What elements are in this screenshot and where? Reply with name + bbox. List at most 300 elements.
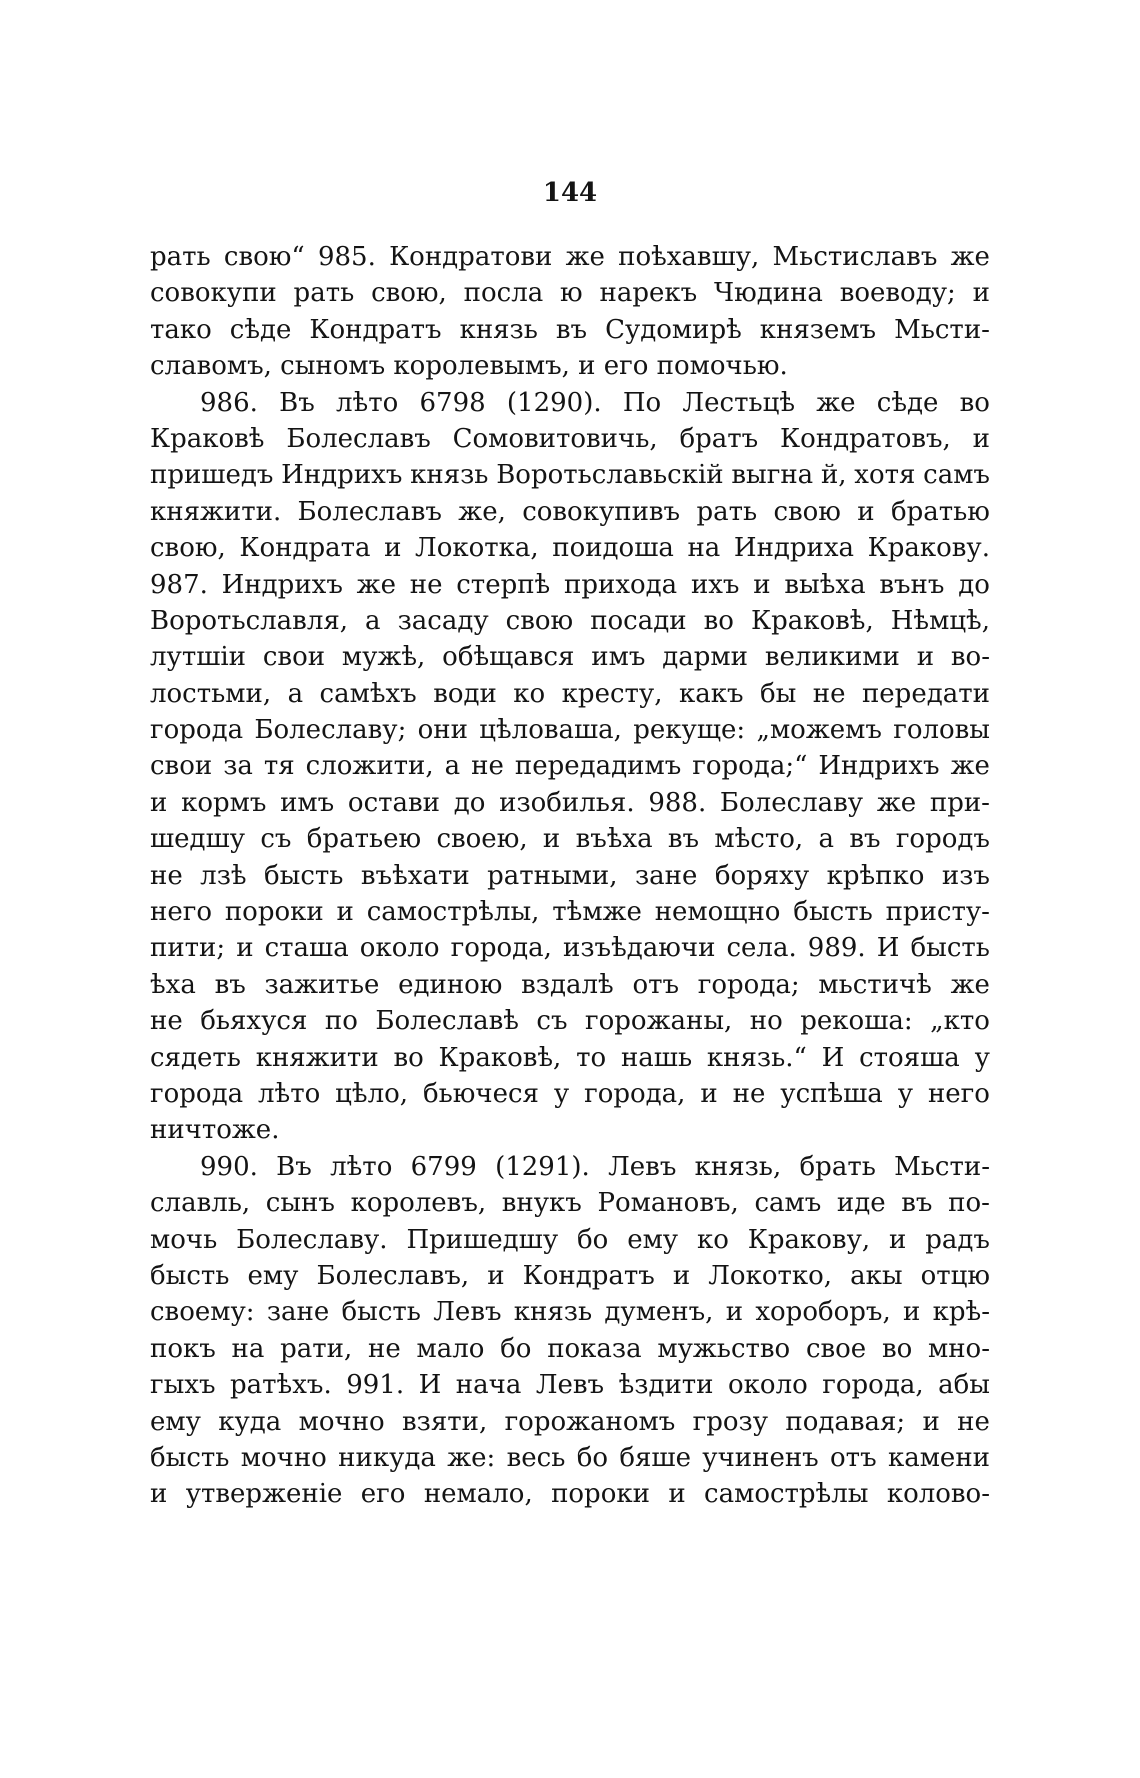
text-word: зане: [634, 860, 698, 891]
text-line: [150, 1367, 990, 1403]
text-word: Пришедшу: [406, 1224, 559, 1255]
text-word: мьстичѣ: [818, 969, 932, 1000]
text-word: Индрихъ: [281, 460, 403, 491]
text-word: и: [922, 1406, 940, 1437]
text-word: него: [927, 1078, 990, 1109]
text-word: города,: [450, 933, 552, 964]
text-word: же: [950, 751, 990, 782]
text-word: Левъ: [535, 1370, 605, 1401]
text-word: мужѣ,: [341, 642, 426, 673]
text-word: они: [417, 715, 468, 746]
text-word: зажитье: [264, 969, 380, 1000]
text-word: выгна: [731, 460, 814, 491]
text-word: не: [957, 1406, 990, 1437]
text-word: лостьми,: [150, 678, 272, 709]
text-word: Сомовитовичь,: [452, 423, 658, 454]
text-word: поидоша: [552, 533, 674, 564]
text-line: [150, 530, 990, 566]
text-word: пороки: [551, 1479, 650, 1510]
text-word: въ: [901, 1188, 933, 1219]
text-word: нача: [455, 1370, 522, 1401]
text-word: „можемъ: [756, 715, 882, 746]
text-line: [150, 239, 990, 275]
text-word: не: [732, 1078, 766, 1109]
text-line: [150, 421, 990, 457]
text-word: Болеславъ: [286, 423, 431, 454]
text-word: Кракову,: [747, 1224, 871, 1255]
text-word: головы: [893, 715, 990, 746]
text-word: хороборъ,: [755, 1297, 891, 1328]
text-word: князь: [410, 460, 489, 491]
text-word: грозу: [692, 1406, 769, 1437]
text-word: же: [356, 569, 396, 600]
text-word: отъ: [830, 1442, 877, 1473]
text-word: радъ: [925, 1224, 990, 1255]
text-word: имъ: [591, 642, 646, 673]
text-word: а: [818, 824, 834, 855]
text-word: братью: [890, 496, 990, 527]
text-word: И: [821, 1042, 845, 1073]
text-word: бьючеся: [422, 1078, 539, 1109]
text-word: мало: [416, 1333, 485, 1364]
text-word: Болеславу.: [236, 1224, 388, 1255]
text-word: и: [487, 1260, 505, 1291]
text-word: мужьство: [657, 1333, 791, 1364]
text-word: вънъ: [879, 569, 945, 600]
text-word: тя: [263, 751, 295, 782]
text-word: города;: [697, 969, 800, 1000]
text-word: 985.: [317, 242, 376, 272]
text-word: И: [876, 933, 900, 964]
text-word: за: [223, 751, 253, 782]
text-word: весь: [506, 1442, 566, 1473]
text-word: бысть: [341, 1297, 421, 1328]
text-word: города: [150, 1078, 244, 1109]
text-word: Романовъ,: [597, 1188, 739, 1219]
text-word: 988.: [648, 787, 707, 818]
text-line: [150, 1404, 990, 1440]
text-word: городъ: [895, 824, 990, 855]
text-word: и: [753, 569, 771, 600]
text-word: никуда: [338, 1442, 436, 1473]
text-word: въ: [555, 314, 588, 345]
text-word: нарекъ: [599, 278, 698, 309]
text-word: Воротьславьскій: [496, 460, 724, 491]
text-word: покъ: [150, 1333, 216, 1364]
text-word: присту-: [885, 897, 990, 928]
text-word: и: [150, 787, 168, 818]
text-word: и: [857, 496, 875, 527]
text-word: бысть: [910, 933, 990, 964]
text-word: бяше: [619, 1442, 691, 1473]
text-word: боряху: [714, 860, 810, 891]
text-word: изобилья.: [499, 787, 635, 818]
text-word: Чюдина: [714, 278, 823, 309]
text-word: но: [749, 1006, 783, 1037]
text-word: Болеславъ,: [316, 1260, 470, 1291]
text-word: съ: [536, 1006, 568, 1037]
text-word: по-: [948, 1188, 990, 1219]
text-word: до: [453, 787, 486, 818]
text-word: стерпѣ: [456, 569, 551, 600]
text-word: какъ: [678, 678, 744, 709]
text-word: рать: [696, 496, 758, 527]
text-word: рекоша:: [800, 1006, 913, 1037]
text-word: взяти,: [402, 1406, 488, 1437]
text-word: бысть: [264, 860, 344, 891]
text-word: самострѣлы: [704, 1479, 869, 1510]
text-word: И: [418, 1370, 442, 1401]
text-word: имъ: [280, 787, 335, 818]
text-line: [150, 821, 990, 857]
text-word: Локотко,: [708, 1260, 833, 1291]
text-word: во: [881, 1333, 913, 1364]
text-word: и: [725, 1297, 744, 1328]
text-word: тѣмже: [552, 897, 642, 928]
text-word: свои: [150, 751, 213, 782]
text-word: самострѣлы,: [366, 897, 540, 928]
text-word: единою: [398, 969, 503, 1000]
text-word: показа: [547, 1333, 642, 1364]
text-line: [150, 785, 990, 821]
text-word: свою: [505, 605, 574, 636]
text-word: изъѣдаючи: [563, 933, 716, 964]
text-word: дарми: [662, 642, 748, 673]
text-word: рать: [293, 278, 355, 309]
text-word: же,: [458, 496, 506, 527]
text-word: прихода: [564, 569, 678, 600]
text-word: лутшіи: [150, 642, 247, 673]
text-word: самъ: [754, 1188, 822, 1219]
text-line: [150, 494, 990, 530]
page-number: 144: [542, 178, 598, 208]
text-word: на: [687, 533, 721, 564]
text-line: [150, 567, 990, 603]
text-word: сынъ: [265, 1188, 335, 1219]
text-word: мочь: [150, 1224, 218, 1255]
text-word: свою,: [150, 533, 226, 564]
text-word: княжити.: [150, 496, 282, 527]
text-word: отцю: [920, 1260, 990, 1291]
text-line: [150, 1476, 990, 1512]
text-word: Краковѣ,: [750, 605, 874, 636]
text-word: цѣло,: [335, 1078, 409, 1109]
text-word: него: [150, 897, 212, 928]
text-word: ему: [627, 1224, 679, 1255]
text-word: не: [150, 1006, 183, 1037]
text-word: горожаны,: [585, 1006, 733, 1037]
text-word: лѣто: [258, 1078, 321, 1109]
text-word: не: [150, 860, 183, 891]
text-word: обѣщався: [442, 642, 575, 673]
text-word: около: [728, 1370, 808, 1401]
text-word: крѣпко: [826, 860, 925, 891]
text-word: же:: [447, 1442, 496, 1473]
text-word: на: [231, 1333, 265, 1364]
text-word: крѣ-: [932, 1297, 990, 1328]
text-word: сложити,: [305, 751, 434, 782]
text-word: а: [444, 751, 461, 782]
text-word: у: [974, 1042, 990, 1073]
text-word: свое: [805, 1333, 867, 1364]
text-word: и: [889, 1224, 907, 1255]
text-word: Мьстиславъ: [772, 242, 938, 272]
text-word: 989.: [807, 933, 866, 964]
text-word: своему:: [150, 1297, 255, 1328]
text-line: [150, 930, 990, 966]
text-word: въѣха: [575, 824, 653, 855]
text-word: Кондратови: [389, 242, 553, 272]
text-word: же: [950, 242, 990, 272]
text-line: [150, 712, 990, 748]
text-word: зане: [266, 1297, 330, 1328]
text-word: тако: [150, 314, 212, 345]
text-word: князь: [459, 314, 538, 345]
text-word: поѣхавшу,: [618, 242, 760, 272]
text-word: до: [958, 569, 990, 600]
text-word: 6799: [410, 1151, 477, 1182]
text-word: цѣловаша,: [479, 715, 622, 746]
text-word: князь,: [694, 1151, 782, 1182]
text-word: лѣто: [330, 1151, 393, 1182]
text-line: [150, 1040, 990, 1076]
text-word: Болеславу: [719, 787, 864, 818]
text-word: княземъ: [759, 314, 877, 345]
text-word: Левъ: [608, 1151, 677, 1182]
text-word: города: [150, 715, 244, 746]
text-word: Краковѣ,: [438, 1042, 562, 1073]
text-word: то: [576, 1042, 607, 1073]
text-word: пити;: [150, 933, 226, 964]
text-line: [150, 639, 990, 675]
text-word: у: [553, 1078, 570, 1109]
text-word: князь.“: [706, 1042, 807, 1073]
text-word: бо: [500, 1333, 532, 1364]
text-word: не: [812, 678, 846, 709]
text-word: лѣто: [336, 387, 399, 418]
text-word: воеводу;: [839, 278, 956, 309]
text-word: 6798: [419, 387, 486, 418]
text-word: подавая;: [785, 1406, 906, 1437]
text-word: й,: [820, 460, 847, 491]
text-word: ко: [513, 678, 546, 709]
text-word: же: [876, 787, 917, 818]
text-word: Кондратъ: [522, 1260, 655, 1291]
text-word: ю: [560, 278, 583, 309]
text-word: сѣде: [229, 314, 292, 345]
text-word: и: [700, 1078, 718, 1109]
text-word: у: [897, 1078, 914, 1109]
text-line: ничтоже.: [150, 1115, 280, 1146]
text-word: кресту,: [561, 678, 663, 709]
text-word: славль,: [150, 1188, 251, 1219]
text-word: рать: [150, 242, 211, 272]
text-word: ко: [696, 1224, 729, 1255]
text-word: „кто: [930, 1006, 990, 1037]
text-word: нашь: [620, 1042, 693, 1073]
text-word: и: [150, 1479, 168, 1510]
text-word: свою,: [371, 278, 447, 309]
text-word: бо: [576, 1442, 609, 1473]
text-line: [150, 1440, 990, 1476]
text-word: города;“: [692, 751, 808, 782]
text-word: и: [972, 278, 990, 309]
text-word: своею,: [436, 824, 528, 855]
text-word: свои: [262, 642, 326, 673]
text-word: бысть: [150, 1442, 230, 1473]
text-line: [150, 1003, 990, 1039]
text-word: не: [409, 569, 443, 600]
text-line: [150, 385, 990, 421]
text-word: ихъ: [690, 569, 740, 600]
text-word: королевъ,: [350, 1188, 487, 1219]
text-word: рекуще:: [633, 715, 746, 746]
text-line: [150, 457, 990, 493]
text-line: [150, 1331, 990, 1367]
text-word: брать: [799, 1151, 876, 1182]
text-line: [150, 967, 990, 1003]
text-word: пороки: [224, 897, 324, 928]
text-word: Болеславу;: [254, 715, 407, 746]
text-word: ратѣхъ.: [230, 1370, 332, 1401]
text-word: же: [950, 969, 990, 1000]
text-word: въ: [849, 824, 881, 855]
text-word: свою: [773, 496, 841, 527]
text-word: Индриха: [733, 533, 855, 564]
text-line: [150, 748, 990, 784]
text-word: города,: [822, 1370, 924, 1401]
text-word: Судомирѣ: [605, 314, 742, 345]
text-word: Краковѣ: [150, 423, 265, 454]
text-word: мочно: [298, 1406, 385, 1437]
text-word: выѣха: [784, 569, 866, 600]
text-word: во: [959, 387, 990, 418]
text-word: самъ: [923, 460, 990, 491]
text-word: 987.: [150, 569, 208, 600]
text-word: стояша: [859, 1042, 960, 1073]
text-word: въѣхати: [360, 860, 470, 891]
text-word: немощно: [654, 897, 781, 928]
text-word: лзѣ: [200, 860, 247, 891]
text-word: Левъ: [433, 1297, 502, 1328]
text-line: [150, 603, 990, 639]
text-word: по: [324, 1006, 358, 1037]
text-word: куда: [218, 1406, 282, 1437]
text-line: [150, 1294, 990, 1330]
text-word: учиненъ: [702, 1442, 819, 1473]
text-word: рати,: [280, 1333, 353, 1364]
text-word: мочно: [240, 1442, 327, 1473]
text-word: и: [916, 642, 935, 673]
text-word: ратными,: [487, 860, 618, 891]
text-word: же: [565, 242, 605, 272]
text-word: горожаномъ: [504, 1406, 676, 1437]
text-word: посади: [590, 605, 687, 636]
text-line: [150, 1149, 990, 1185]
text-word: Локотка,: [415, 533, 539, 564]
text-word: села.: [726, 933, 797, 964]
text-word: Кондрата: [239, 533, 371, 564]
text-word: передадимъ: [514, 751, 682, 782]
text-word: Индрихъ: [221, 569, 343, 600]
text-word: сташа: [264, 933, 349, 964]
text-word: во: [393, 1042, 424, 1073]
text-word: и: [542, 824, 561, 855]
text-word: ѣздити: [618, 1370, 714, 1401]
text-word: его: [360, 1479, 406, 1510]
text-word: а: [287, 678, 304, 709]
text-word: акы: [850, 1260, 903, 1291]
text-word: Мьсти-: [894, 1151, 990, 1182]
text-word: же: [816, 387, 856, 418]
text-line: [150, 676, 990, 712]
text-word: внукъ: [501, 1188, 582, 1219]
text-word: Кракову.: [867, 533, 990, 564]
text-word: вздалѣ: [521, 969, 614, 1000]
text-line: [150, 1076, 990, 1112]
text-word: посла: [463, 278, 544, 309]
text-word: Въ: [279, 387, 315, 418]
text-word: отъ: [632, 969, 680, 1000]
text-word: и: [336, 897, 354, 928]
text-word: абы: [938, 1370, 990, 1401]
text-word: около: [359, 933, 440, 964]
text-word: 990.: [200, 1151, 258, 1182]
text-word: и: [384, 533, 402, 564]
text-word: гыхъ: [150, 1370, 216, 1401]
text-word: кормъ: [181, 787, 267, 818]
text-word: хотя: [854, 460, 916, 491]
text-word: Воротьславля,: [150, 605, 348, 636]
text-word: съ: [260, 824, 292, 855]
text-word: ему: [247, 1260, 299, 1291]
text-line: [150, 312, 990, 348]
text-word: свою“: [223, 242, 305, 272]
text-line: [150, 1222, 990, 1258]
text-word: княжити: [255, 1042, 379, 1073]
text-word: и: [972, 423, 990, 454]
text-word: Индрихъ: [818, 751, 940, 782]
text-word: и: [236, 933, 254, 964]
text-word: совокупивъ: [522, 496, 681, 527]
text-word: камени: [887, 1442, 990, 1473]
text-word: води: [433, 678, 497, 709]
text-word: Нѣмцѣ,: [890, 605, 990, 636]
text-word: великими: [764, 642, 900, 673]
text-word: (1290).: [506, 387, 602, 418]
text-word: шедшу: [150, 824, 246, 855]
text-word: совокупи: [150, 278, 277, 309]
text-word: сѣде: [876, 387, 939, 418]
text-word: Лестьцѣ: [682, 387, 796, 418]
text-line: [150, 894, 990, 930]
text-word: немало,: [423, 1479, 533, 1510]
text-word: Болеславъ: [297, 496, 442, 527]
text-word: а: [365, 605, 381, 636]
text-word: въ: [667, 824, 700, 855]
text-word: не: [471, 751, 504, 782]
text-word: ему: [150, 1406, 201, 1437]
text-word: въ: [214, 969, 246, 1000]
text-line: славомъ, сыномъ королевымъ, и его помочью.: [150, 351, 788, 382]
text-word: Мьсти-: [894, 314, 990, 345]
text-word: мно-: [928, 1333, 990, 1364]
text-word: изъ: [941, 860, 990, 891]
text-word: самѣхъ: [319, 678, 417, 709]
text-word: передати: [861, 678, 990, 709]
text-word: братьею: [306, 824, 422, 855]
text-word: во-: [950, 642, 990, 673]
